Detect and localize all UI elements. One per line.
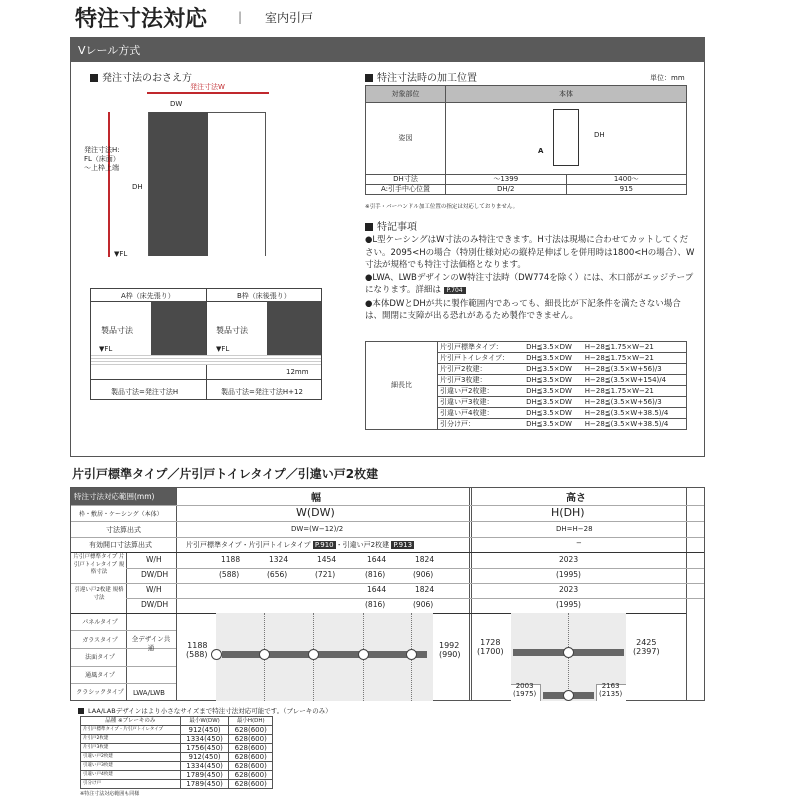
fl-label: ▼FL <box>114 250 128 258</box>
laa-cell: 628(600) <box>229 762 273 771</box>
height-header: 高さ <box>566 493 586 504</box>
row-a: A:引手中心位置 <box>366 185 446 195</box>
ratio-cell: 片引戸トイレタイプ： <box>438 353 525 364</box>
ratio-cell: H−28≦(3.5×W+56)/3 <box>583 397 687 408</box>
dh-large: 1400〜 <box>566 175 687 185</box>
note-1: ●L型ケーシングはW寸法のみ特注できます。H寸法は現場に合わせてカットしてください。2095<Hの場合（特別仕様対応の縦枠足伸ばしを併用時は1800<Hの場合）、W寸法が規格でも特注寸法価格となります。 <box>365 235 695 270</box>
dw-value: (656) <box>267 570 288 579</box>
order-width-label: 発注寸法W <box>190 83 225 91</box>
h-max: 2425 <box>636 638 657 647</box>
a-small: DH/2 <box>446 185 567 195</box>
design-type: ガラスタイプ <box>82 636 118 644</box>
height-standard-dot <box>563 647 574 658</box>
w-value: 1824 <box>415 585 435 594</box>
h2-min-dh: (1975) <box>513 690 537 698</box>
fig-a: A <box>538 147 544 155</box>
h-min: 1728 <box>480 638 501 647</box>
lwa-label: LWA/LWB <box>133 689 165 697</box>
laa-cell: 引違い戸2枚建 <box>81 753 181 762</box>
ratio-cell: 引違い戸2枚建： <box>438 386 525 397</box>
laa-cell: 1789(450) <box>180 780 229 789</box>
title-separator: | <box>238 10 243 24</box>
laa-cell: 1789(450) <box>180 771 229 780</box>
h2-max: 2163 <box>601 682 620 690</box>
laa-cell: 片引戸標準タイプ・片引戸トイレタイプ <box>81 726 181 735</box>
design-type: 通風タイプ <box>85 671 115 679</box>
ratio-cell: DH≦3.5×DW <box>524 419 583 430</box>
dw-value: (721) <box>315 570 336 579</box>
laa-cell: 片引戸3枚建 <box>81 744 181 753</box>
processing-footnote: ※引手・バーハンドル加工位置の指定は対応しておりません。 <box>365 204 519 210</box>
laa-row <box>81 780 273 789</box>
r2-label: 寸法算出式 <box>106 526 141 534</box>
mm12-label: 12mm <box>286 368 309 376</box>
ratio-cell: DH≦3.5×DW <box>524 364 583 375</box>
laa-cell: 片引戸2枚建 <box>81 735 181 744</box>
dw-value: (816) <box>365 600 386 609</box>
laa-col: 最小W(DW) <box>180 717 229 726</box>
ratio-cell: H−28≦(3.5×W+56)/3 <box>583 364 687 375</box>
b-fl: ▼FL <box>216 345 230 353</box>
laa-cell: 1334(450) <box>180 762 229 771</box>
laa-cell: 1756(450) <box>180 744 229 753</box>
dh-small: 〜1399 <box>446 175 567 185</box>
a-product-dim: 製品寸法 <box>101 326 133 335</box>
a-large: 915 <box>566 185 687 195</box>
width-standard-dot <box>358 649 369 660</box>
r3-label: 有効開口寸法算出式 <box>89 541 152 549</box>
b-product-dim: 製品寸法 <box>216 326 248 335</box>
laa-cell: 引違い戸4枚建 <box>81 771 181 780</box>
laa-row <box>81 726 273 735</box>
dw-value: (906) <box>413 570 434 579</box>
laa-cell: 912(450) <box>180 753 229 762</box>
w-value: 1324 <box>269 555 289 564</box>
dh-value: (1995) <box>556 570 581 579</box>
dw-value: (588) <box>219 570 240 579</box>
width-standard-dot <box>259 649 270 660</box>
laa-cell: 628(600) <box>229 771 273 780</box>
note-3: ●本体DWとDHが共に製作範囲内であっても、細長比が下記条件を満たさない場合は、開閉に支障が出る恐れがあるため製作できません。 <box>365 298 681 321</box>
ratio-cell: DH≦3.5×DW <box>524 386 583 397</box>
processing-heading: 特注寸法時の加工位置 <box>365 69 477 84</box>
wh-label: W/H <box>146 585 162 594</box>
dd-label: DW/DH <box>141 600 169 609</box>
ratio-cell: H−28≦(3.5×W+38.5)/4 <box>583 419 687 430</box>
dh-value: (1995) <box>556 600 581 609</box>
laa-cell: 628(600) <box>229 735 273 744</box>
ratio-cell: 引違い戸3枚建： <box>438 397 525 408</box>
h2-min: 2003 <box>515 682 534 690</box>
col-target: 対象部位 <box>366 86 446 103</box>
r2-w: DW=(W−12)/2 <box>291 525 344 533</box>
ratio-cell: DH≦3.5×DW <box>524 353 583 364</box>
order-dims-heading: 発注寸法のおさえ方 <box>90 69 192 84</box>
ratio-cell: H−28≦(3.5×W+38.5)/4 <box>583 408 687 419</box>
h-value: 2023 <box>559 555 579 564</box>
all-design: 全デザイン共通 <box>131 635 171 652</box>
ratio-label: 細長比 <box>366 342 438 430</box>
width-range-bar <box>222 651 427 658</box>
page-subtitle: 室内引戸 <box>265 11 314 25</box>
col-body: 本体 <box>446 86 687 103</box>
laa-cell: 628(600) <box>229 744 273 753</box>
width-standard-dot <box>211 649 222 660</box>
r1-label: 枠・敷居・ケーシング（本体） <box>79 511 163 518</box>
r3-w: 片引戸標準タイプ・片引戸トイレタイプ P.910 ・引違い戸2枚建 P.913 <box>186 541 413 549</box>
laa-cell: 628(600) <box>229 726 273 735</box>
laa-cell: 1334(450) <box>180 735 229 744</box>
h-min-dh: (1700) <box>477 647 504 656</box>
row-dh: DH寸法 <box>366 175 446 185</box>
section-bar: Vレール方式 <box>70 37 705 62</box>
h2-max-dh: (2135) <box>599 690 623 698</box>
width-standard-dot <box>406 649 417 660</box>
ref-badge[interactable]: P.704 <box>444 287 466 294</box>
r2-h: DH=H−28 <box>556 525 593 533</box>
h-value: 2023 <box>559 585 579 594</box>
ratio-cell: DH≦3.5×DW <box>524 397 583 408</box>
frames-figure <box>90 288 322 400</box>
ratio-cell: DH≦3.5×DW <box>524 342 583 353</box>
range-table <box>70 487 705 701</box>
ratio-cell: 片引戸標準タイプ： <box>438 342 525 353</box>
order-height-arrow <box>108 112 110 257</box>
laa-table <box>80 716 273 789</box>
laa-col: 最小H(DH) <box>229 717 273 726</box>
w-value: 1188 <box>221 555 241 564</box>
r3-h: − <box>576 539 582 547</box>
w-value: 1644 <box>367 555 387 564</box>
note-2: ●LWA、LWBデザインのW特注寸法時（DW774を除く）には、木口部がエッジテープになります。詳細は P.704 <box>365 272 694 295</box>
laa-cell: 引分け戸 <box>81 780 181 789</box>
ratio-table <box>365 341 687 430</box>
dd-label: DW/DH <box>141 570 169 579</box>
ref-badge-910[interactable]: P.910 <box>314 541 334 549</box>
a-formula: 製品寸法=発注寸法H <box>111 388 179 396</box>
laa-cell: 912(450) <box>180 726 229 735</box>
laa-row <box>81 762 273 771</box>
laa-row <box>81 771 273 780</box>
range-heading: 片引戸標準タイプ／片引戸トイレタイプ／引違い戸2枚建 <box>72 467 379 481</box>
row-figure: 姿図 <box>366 103 446 175</box>
notes-list <box>365 234 695 323</box>
b-formula: 製品寸法=発注寸法H+12 <box>221 388 303 396</box>
dw-value: (816) <box>365 570 386 579</box>
design-type: クラシックタイプ <box>76 689 124 696</box>
width-header: 幅 <box>311 493 321 504</box>
ratio-cell: H−28≦1.75×W−21 <box>583 353 687 364</box>
laa-cell: 引違い戸3枚建 <box>81 762 181 771</box>
notes-heading: 特記事項 <box>365 218 417 233</box>
ratio-cell: 引違い戸4枚建： <box>438 408 525 419</box>
laa-cell: 628(600) <box>229 780 273 789</box>
h-max-dh: (2397) <box>633 647 660 656</box>
laa-heading: LAA/LABデザインはより小さなサイズまで特注寸法対応可能です。（ブレーキのみ） <box>78 706 332 715</box>
wh-label: W/H <box>146 555 162 564</box>
order-width-arrow <box>147 92 269 94</box>
ref-badge-913[interactable]: P.913 <box>393 541 413 549</box>
ratio-cell: 片引戸3枚建： <box>438 375 525 386</box>
w-value: 1824 <box>415 555 435 564</box>
dh-label: DH <box>132 183 143 191</box>
ratio-row <box>366 342 687 353</box>
processing-table <box>365 85 687 195</box>
ratio-cell: 引分け戸： <box>438 419 525 430</box>
dw-value: (906) <box>413 600 434 609</box>
r1-w: W(DW) <box>296 506 335 519</box>
g1-label: 片引戸標準タイプ 片引戸トイレタイプ 規格寸法 <box>73 554 125 575</box>
fig-dh: DH <box>594 131 605 139</box>
ratio-cell: DH≦3.5×DW <box>524 375 583 386</box>
laa-row <box>81 744 273 753</box>
w-value: 1454 <box>317 555 337 564</box>
laa-cell: 628(600) <box>229 753 273 762</box>
order-height-label: 発注寸法H: FL（床面） 〜上枠上端 <box>84 146 120 172</box>
w-value: 1644 <box>367 585 387 594</box>
ratio-cell: H−28≦1.75×W−21 <box>583 386 687 397</box>
ratio-cell: H−28≦(3.5×W+154)/4 <box>583 375 687 386</box>
design-type: 法面タイプ <box>85 654 115 661</box>
dw-label: DW <box>170 100 183 108</box>
laa-block <box>80 716 273 797</box>
door-panel <box>149 112 208 256</box>
laa-footnote: ※特注寸法対応範囲も同様 <box>80 791 140 797</box>
a-frame-title: A枠（床先張り） <box>121 292 175 300</box>
ratio-cell: H−28≦1.75×W−21 <box>583 342 687 353</box>
width-standard-dot <box>308 649 319 660</box>
range-corner: 特注寸法対応範囲(mm) <box>71 488 176 505</box>
g2-label: 引違い戸2枚建 規格寸法 <box>74 587 124 601</box>
laa-row <box>81 753 273 762</box>
a-fl: ▼FL <box>99 345 113 353</box>
r1-h: H(DH) <box>551 506 585 519</box>
figure-cell <box>446 103 687 175</box>
width-max: 1992 (990) <box>439 641 461 659</box>
b-frame-title: B枠（床後張り） <box>237 292 291 300</box>
ratio-cell: DH≦3.5×DW <box>524 408 583 419</box>
ratio-cell: 片引戸2枚建： <box>438 364 525 375</box>
height-standard-dot-2 <box>563 690 574 701</box>
page-title: 特注寸法対応 <box>75 7 208 32</box>
width-min: 1188 (588) <box>186 641 208 659</box>
laa-row <box>81 735 273 744</box>
unit-label: 単位：mm <box>650 74 685 82</box>
laa-col: 品種 ※ブレーキのみ <box>81 717 181 726</box>
design-type: パネルタイプ <box>82 619 118 626</box>
